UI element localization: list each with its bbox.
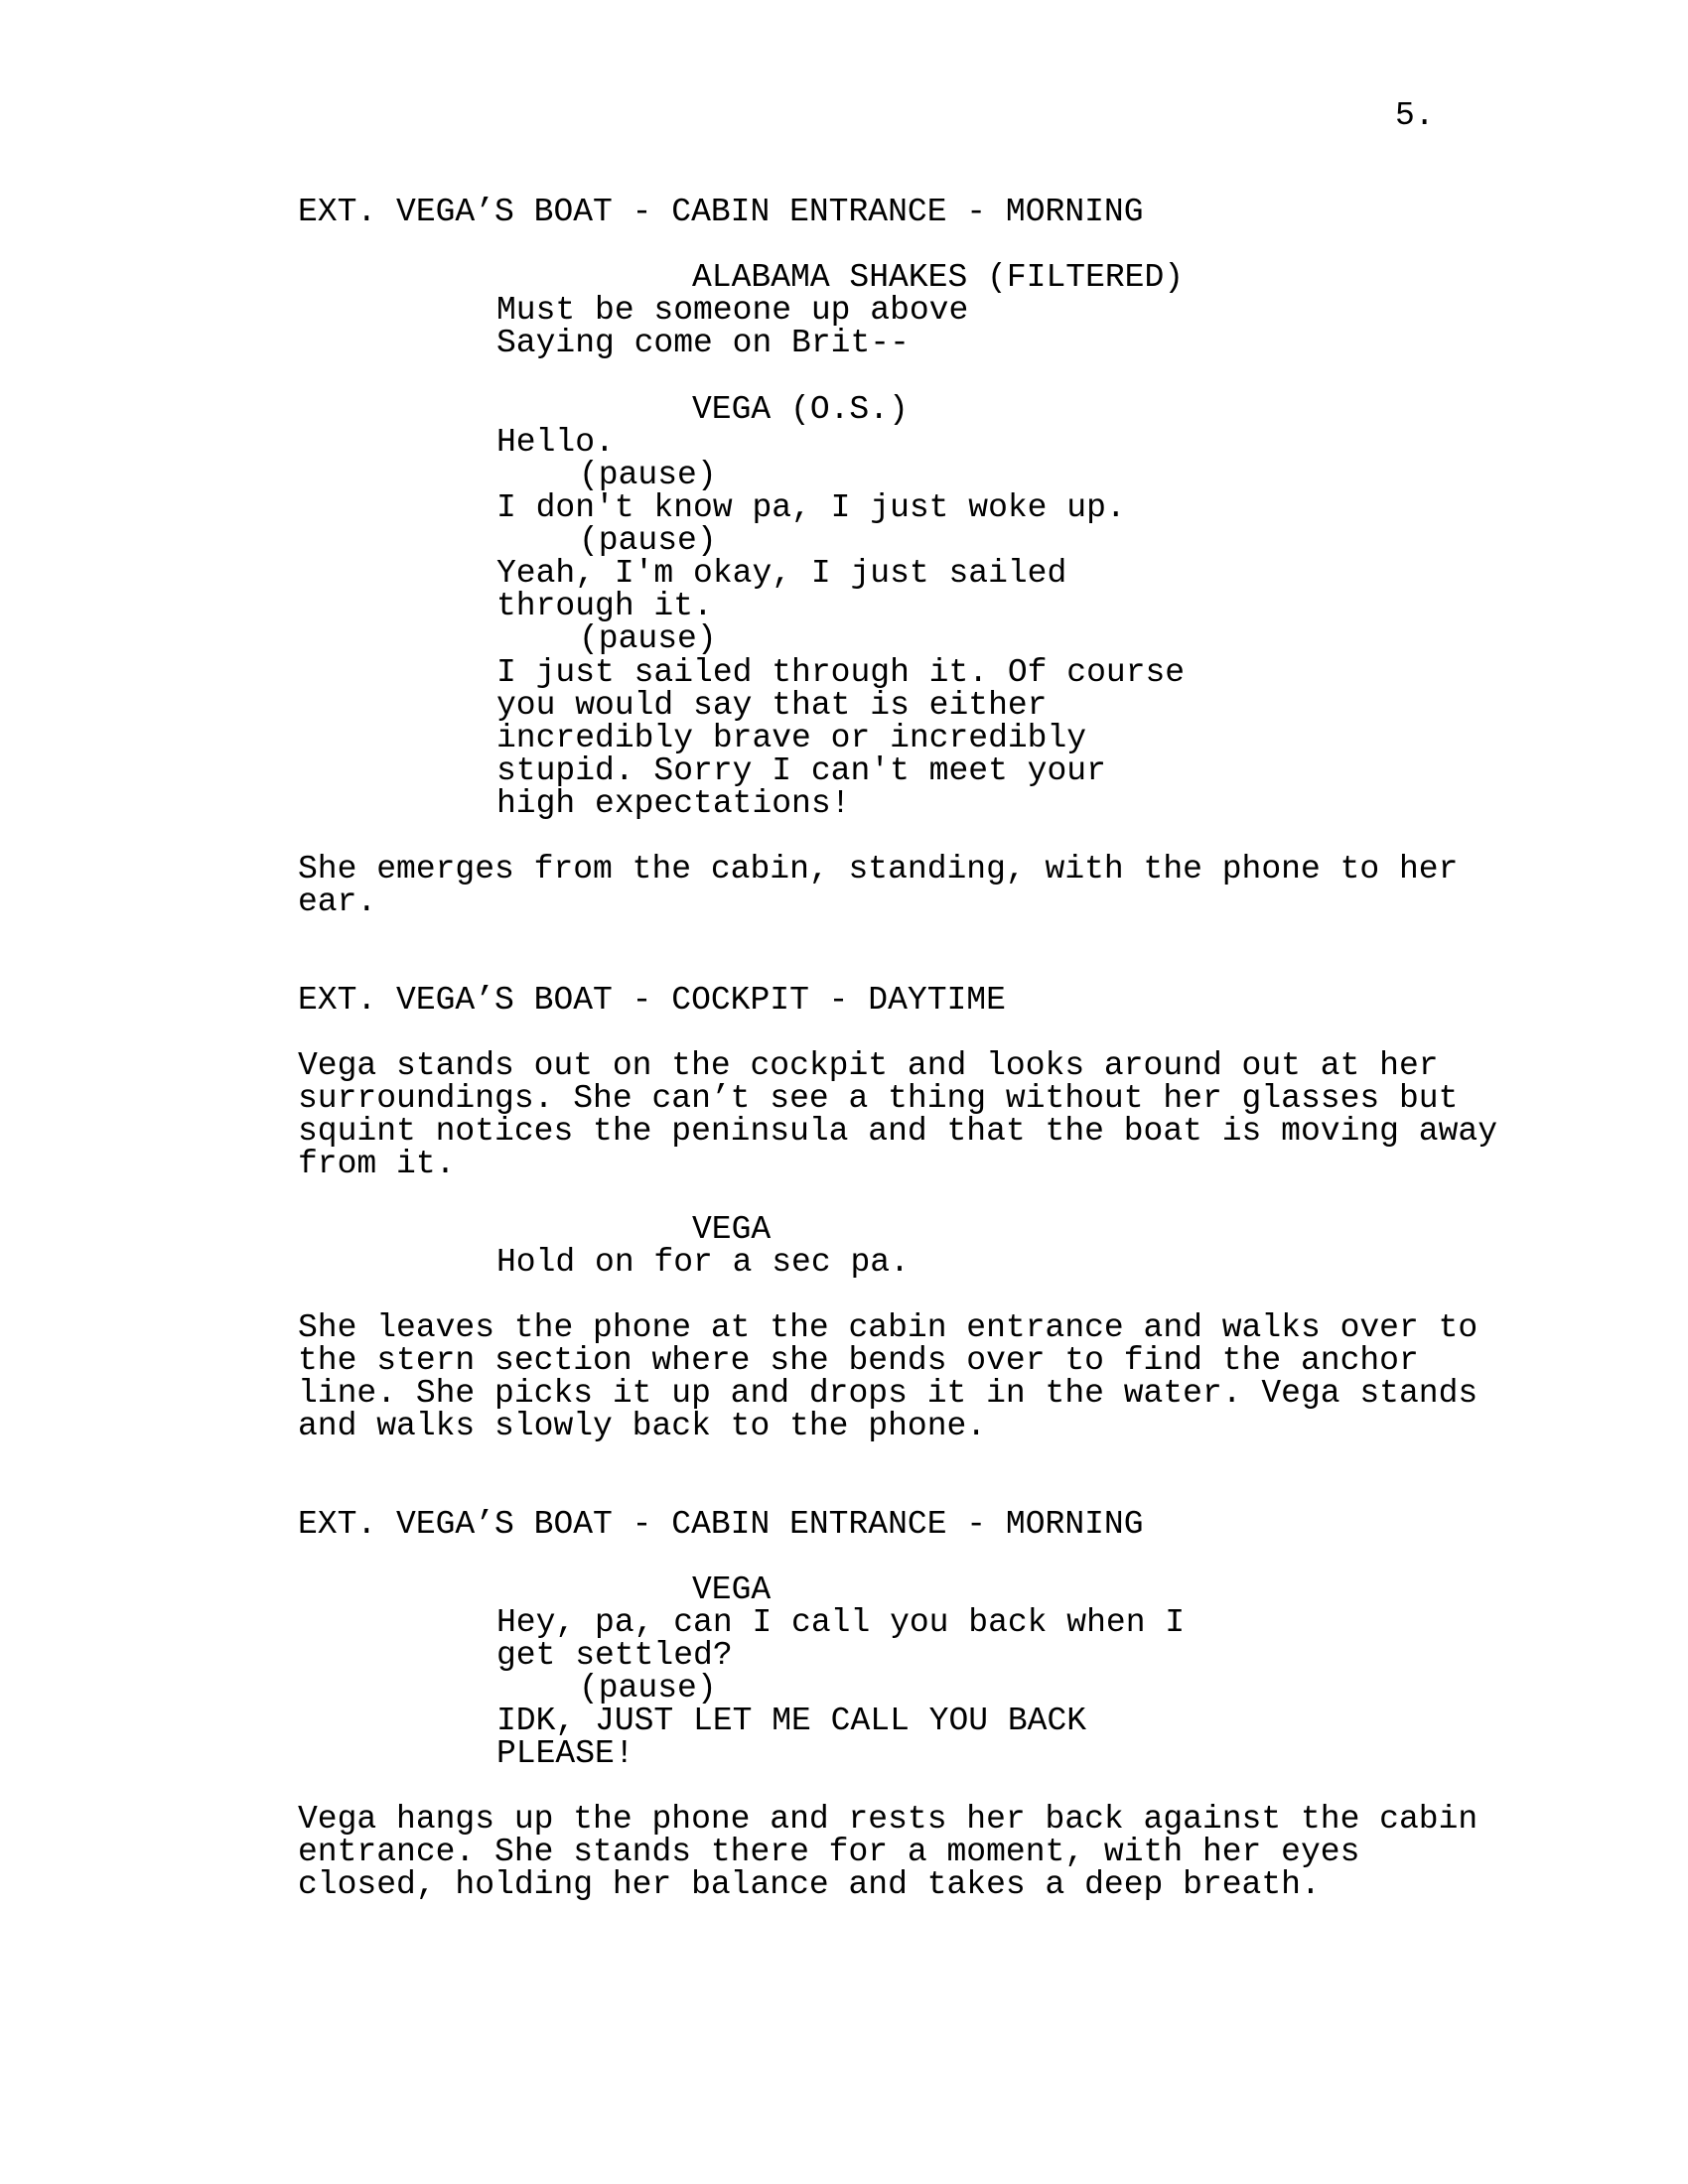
- character-name: VEGA (O.S.): [692, 391, 909, 428]
- dialogue-line: incredibly brave or incredibly: [496, 720, 1087, 756]
- dialogue-line: I don't know pa, I just woke up.: [496, 489, 1126, 526]
- action-line: She emerges from the cabin, standing, with the phone to her: [298, 851, 1459, 887]
- action-line: surroundings. She can’t see a thing without her glasses but: [298, 1080, 1459, 1117]
- action-line: and walks slowly back to the phone.: [298, 1408, 987, 1444]
- dialogue-line: Hold on for a sec pa.: [496, 1244, 910, 1281]
- action-line: ear.: [298, 884, 377, 920]
- dialogue-line: you would say that is either: [496, 687, 1048, 724]
- action-line: squint notices the peninsula and that the boat is moving away: [298, 1113, 1497, 1150]
- page-number: 5.: [1395, 97, 1435, 134]
- character-name: ALABAMA SHAKES (FILTERED): [692, 259, 1185, 296]
- action-line: closed, holding her balance and takes a deep breath.: [298, 1866, 1321, 1903]
- parenthetical: (pause): [579, 620, 717, 657]
- dialogue-line: stupid. Sorry I can't meet your: [496, 752, 1106, 789]
- parenthetical: (pause): [579, 1670, 717, 1706]
- dialogue-line: IDK, JUST LET ME CALL YOU BACK: [496, 1703, 1087, 1739]
- dialogue-line: Saying come on Brit--: [496, 325, 910, 361]
- action-line: Vega stands out on the cockpit and looks around out at her: [298, 1047, 1439, 1084]
- dialogue-line: Yeah, I'm okay, I just sailed: [496, 555, 1067, 592]
- action-line: Vega hangs up the phone and rests her back against the cabin: [298, 1801, 1478, 1838]
- dialogue-line: Hello.: [496, 424, 615, 461]
- dialogue-line: Hey, pa, can I call you back when I: [496, 1604, 1186, 1641]
- action-line: the stern section where she bends over to find the anchor: [298, 1342, 1419, 1379]
- parenthetical: (pause): [579, 522, 717, 559]
- dialogue-line: Must be someone up above: [496, 292, 969, 329]
- scene-heading: EXT. VEGA’S BOAT - CABIN ENTRANCE - MORNING: [298, 1506, 1144, 1543]
- action-line: line. She picks it up and drops it in the water. Vega stands: [298, 1375, 1478, 1412]
- dialogue-line: high expectations!: [496, 785, 851, 822]
- dialogue-line: PLEASE!: [496, 1735, 634, 1772]
- character-name: VEGA: [692, 1211, 772, 1248]
- character-name: VEGA: [692, 1571, 772, 1608]
- action-line: from it.: [298, 1146, 456, 1182]
- dialogue-line: I just sailed through it. Of course: [496, 654, 1186, 691]
- dialogue-line: through it.: [496, 588, 713, 624]
- action-line: entrance. She stands there for a moment, with her eyes: [298, 1834, 1360, 1870]
- scene-heading: EXT. VEGA’S BOAT - CABIN ENTRANCE - MORNING: [298, 194, 1144, 230]
- action-line: She leaves the phone at the cabin entrance and walks over to: [298, 1309, 1478, 1346]
- parenthetical: (pause): [579, 457, 717, 493]
- dialogue-line: get settled?: [496, 1637, 733, 1674]
- scene-heading: EXT. VEGA’S BOAT - COCKPIT - DAYTIME: [298, 982, 1006, 1019]
